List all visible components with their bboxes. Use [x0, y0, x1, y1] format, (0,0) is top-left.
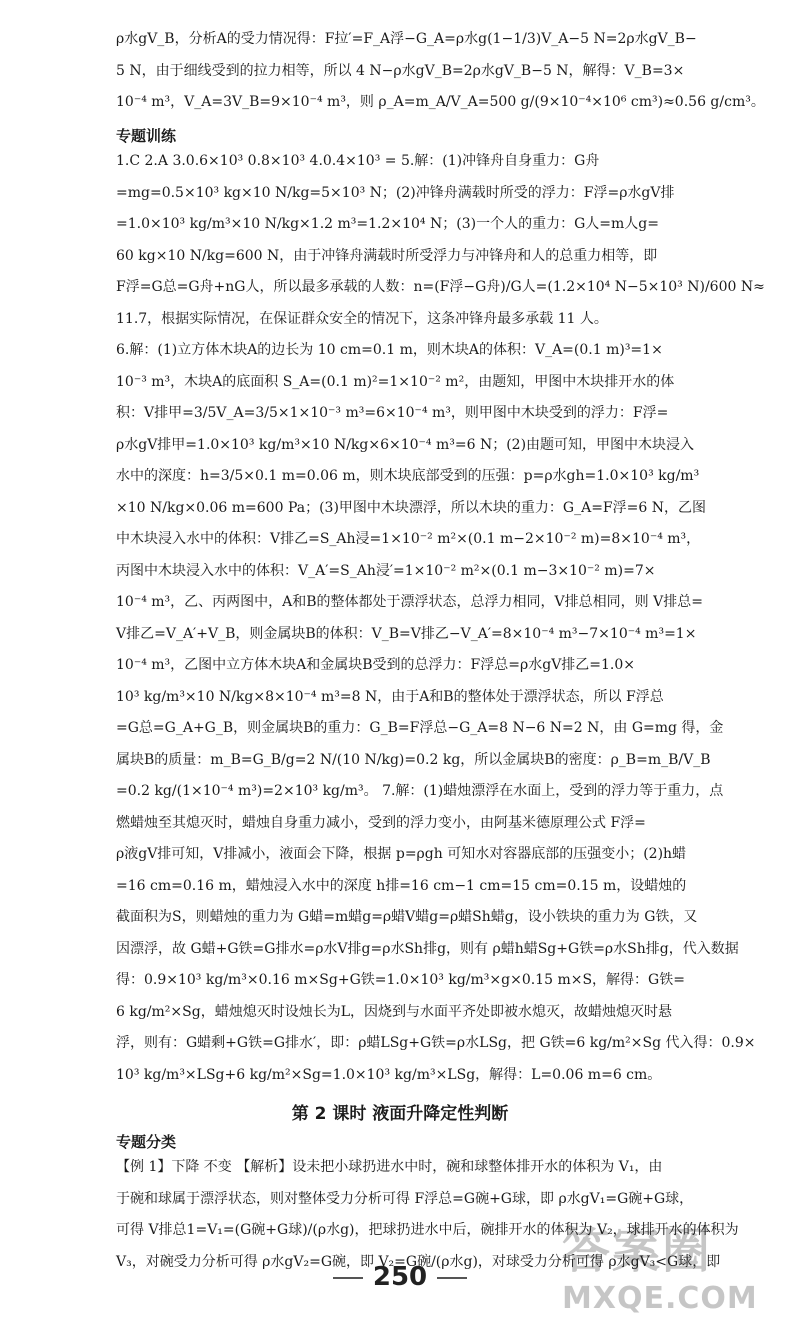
text-line: 浮，则有：G蜡剩+G铁=G排水′，即：ρ蜡LSg+G铁=ρ水LSg，把 G铁=6 kg/m²×Sg 代入得：0.9× [116, 1035, 756, 1051]
text-line: ×10 N/kg×0.06 m=600 Pa；(3)甲图中木块漂浮，所以木块的重力：G_A=F浮=6 N，乙图 [116, 499, 706, 516]
text-line: =G总=G_A+G_B，则金属块B的重力：G_B=F浮总−G_A=8 N−6 N=2 N，由 G=mg 得，金 [116, 720, 724, 736]
heading-special-training: 专题训练 [116, 126, 177, 145]
text-line: 得：0.9×10³ kg/m³×0.16 m×Sg+G铁=1.0×10³ kg/m³×g×0.15 m×S，解得：G铁= [116, 972, 685, 988]
text-line: 5 N，由于细线受到的拉力相等，所以 4 N−ρ水gV_B=2ρ水gV_B−5 N，解得：V_B=3× [116, 62, 685, 79]
text-line: F浮=G总=G舟+nG人，所以最多承载的人数：n=(F浮−G舟)/G人=(1.2×10⁴ N−5×10³ N)/600 N≈ [116, 279, 765, 295]
text-line: =0.2 kg/(1×10⁻⁴ m³)=2×10³ kg/m³。 7.解：(1)蜡烛漂浮在水面上，受到的浮力等于重力，点 [116, 783, 724, 799]
text-line: 60 kg×10 N/kg=600 N，由于冲锋舟满载时所受浮力与冲锋舟和人的总重力相等，即 [116, 247, 658, 264]
heading-special-category: 专题分类 [116, 1132, 177, 1151]
text-line: 积：V排甲=3/5V_A=3/5×1×10⁻³ m³=6×10⁻⁴ m³，则甲图中木块受到的浮力：F浮= [116, 405, 669, 421]
text-line: 11.7，根据实际情况，在保证群众安全的情况下，这条冲锋舟最多承载 11 人。 [116, 310, 608, 327]
text-line: 10³ kg/m³×10 N/kg×8×10⁻⁴ m³=8 N，由于A和B的整体处于漂浮状态，所以 F浮总 [116, 688, 664, 705]
text-line: 6.解：(1)立方体木块A的边长为 10 cm=0.1 m，则木块A的体积：V_A=(0.1 m)³=1× [116, 342, 663, 358]
text-line: 属块B的质量：m_B=G_B/g=2 N/(10 N/kg)=0.2 kg，所以金属块B的密度：ρ_B=m_B/V_B [116, 751, 711, 768]
text-line: ρ水gV排甲=1.0×10³ kg/m³×10 N/kg×6×10⁻⁴ m³=6 N；(2)由题可知，甲图中木块浸入 [116, 436, 695, 453]
page-number-dash-left [333, 1277, 363, 1279]
text-line: 于碗和球属于漂浮状态，则对整体受力分析可得 F浮总=G碗+G球，即 ρ水gV₁=G碗+G球， [116, 1190, 694, 1207]
text-line: 10⁻⁴ m³，乙、丙两图中，A和B的整体都处于漂浮状态，总浮力相同，V排总相同，则 V排总= [116, 594, 703, 610]
text-line: =mg=0.5×10³ kg×10 N/kg=5×10³ N；(2)冲锋舟满载时所受的浮力：F浮=ρ水gV排 [116, 184, 675, 201]
text-line: 10⁻³ m³，木块A的底面积 S_A=(0.1 m)²=1×10⁻² m²，由题知，甲图中木块排开水的体 [116, 373, 675, 390]
text-line: 6 kg/m²×Sg，蜡烛熄灭时设烛长为L，因烧到与水面平齐处即被水熄灭，故蜡烛熄灭时悬 [116, 1003, 672, 1020]
text-line: 10³ kg/m³×LSg+6 kg/m²×Sg=1.0×10³ kg/m³×LSg，解得：L=0.06 m=6 cm。 [116, 1066, 662, 1083]
text-line: ρ水gV_B，分析A的受力情况得：F拉′=F_A浮−G_A=ρ水g(1−1/3)V_A−5 N=2ρ水gV_B− [116, 31, 697, 47]
text-line: 截面积为S，则蜡烛的重力为 G蜡=m蜡g=ρ蜡V蜡g=ρ蜡Sh蜡g，设小铁块的重力为 G铁，又 [116, 909, 698, 925]
text-line: V₃，对碗受力分析可得 ρ水gV₂=G碗，即 V₂=G碗/(ρ水g)，对球受力分析可得 ρ水gV₃<G球，即 [116, 1253, 721, 1270]
text-line: =1.0×10³ kg/m³×10 N/kg×1.2 m³=1.2×10⁴ N；(3)一个人的重力：G人=m人g= [116, 216, 659, 232]
text-line: 中木块浸入水中的体积：V排乙=S_Ah浸=1×10⁻² m²×(0.1 m−2×10⁻² m)=8×10⁻⁴ m³， [116, 531, 701, 547]
text-line: 10⁻⁴ m³，V_A=3V_B=9×10⁻⁴ m³，则 ρ_A=m_A/V_A=500 g/(9×10⁻⁴×10⁶ cm³)≈0.56 g/cm³。 [116, 94, 765, 110]
text-line: 1.C 2.A 3.0.6×10³ 0.8×10³ 4.0.4×10³ = 5.解：(1)冲锋舟自身重力：G舟 [116, 153, 600, 169]
text-line: 【例 1】下降 不变 【解析】设未把小球扔进水中时，碗和球整体排开水的体积为 V₁，由 [116, 1159, 663, 1175]
text-line: 丙图中木块浸入水中的体积：V_A′=S_Ah浸′=1×10⁻² m²×(0.1 m−3×10⁻² m)=7× [116, 562, 656, 579]
text-line: V排乙=V_A′+V_B，则金属块B的体积：V_B=V排乙−V_A′=8×10⁻⁴ m³−7×10⁻⁴ m³=1× [116, 625, 697, 642]
lesson-title: 第 2 课时 液面升降定性判断 [291, 1104, 509, 1124]
page-number-dash-right [437, 1277, 467, 1279]
text-line: 因漂浮，故 G蜡+G铁=G排水=ρ水V排g=ρ水Sh排g，则有 ρ蜡h蜡Sg+G铁=ρ水Sh排g，代入数据 [116, 940, 739, 957]
text-line: 10⁻⁴ m³，乙图中立方体木块A和金属块B受到的总浮力：F浮总=ρ水gV排乙=1.0× [116, 657, 636, 673]
text-line: 燃蜡烛至其熄灭时，蜡烛自身重力减小，受到的浮力变小，由阿基米德原理公式 F浮= [116, 814, 646, 831]
text-line: 水中的深度：h=3/5×0.1 m=0.06 m，则木块底部受到的压强：p=ρ水gh=1.0×10³ kg/m³ [116, 468, 700, 484]
watermark-line2: MXQE.COM [562, 1281, 758, 1316]
watermark-line1: 答案圈 [562, 1223, 713, 1279]
text-line: =16 cm=0.16 m，蜡烛浸入水中的深度 h排=16 cm−1 cm=15 cm=0.15 m，设蜡烛的 [116, 877, 687, 894]
page-number-text: 250 [372, 1262, 428, 1292]
text-line: ρ液gV排可知，V排减小，液面会下降，根据 p=ρgh 可知水对容器底部的压强变小；(2)h蜡 [116, 846, 687, 862]
text-line: 可得 V排总1=V₁=(G碗+G球)/(ρ水g)，把球扔进水中后，碗排开水的体积为 V₂，球排开水的体积为 [116, 1222, 739, 1238]
